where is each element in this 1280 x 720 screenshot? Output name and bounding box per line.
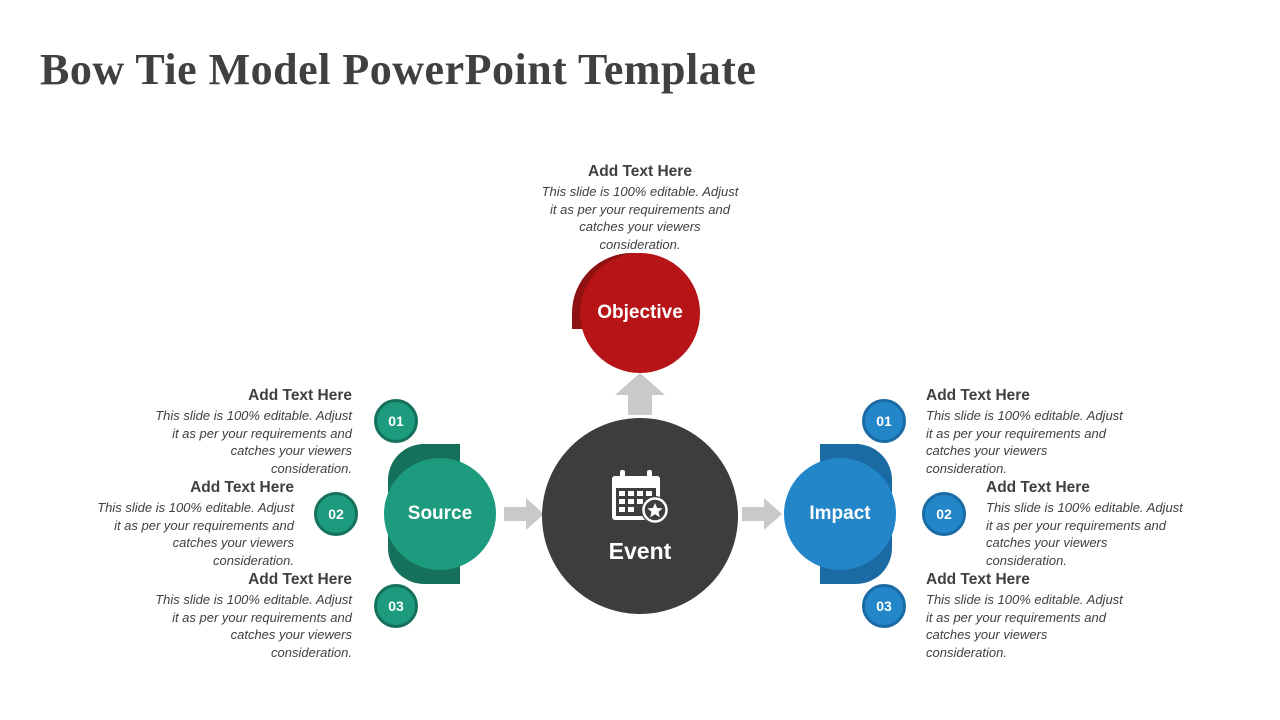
text-block-right-02: [986, 479, 1190, 569]
objective-node[interactable]: [580, 253, 700, 373]
text-block-heading: Add Text Here: [248, 571, 352, 588]
event-node[interactable]: [542, 418, 738, 614]
badge-right-02[interactable]: 02: [922, 492, 966, 536]
text-block-body: This slide is 100% editable. Adjust it as per your requirements and catches your viewers consideration.: [926, 592, 1123, 660]
impact-node-label: Impact: [809, 503, 871, 524]
text-block-left-03: [148, 571, 352, 661]
text-block-right-01: [926, 387, 1130, 477]
badge-left-03[interactable]: 03: [374, 584, 418, 628]
text-block-left-02: [90, 479, 294, 569]
text-block-heading: Add Text Here: [588, 163, 692, 180]
text-block-body: This slide is 100% editable. Adjust it as per your requirements and catches your viewers consideration.: [926, 408, 1123, 476]
text-block-right-03: [926, 571, 1130, 661]
text-block-heading: Add Text Here: [190, 479, 294, 496]
impact-node[interactable]: [784, 458, 896, 570]
badge-left-02[interactable]: 02: [314, 492, 358, 536]
text-block-heading: Add Text Here: [926, 387, 1030, 404]
badge-right-03[interactable]: 03: [862, 584, 906, 628]
text-block-body: This slide is 100% editable. Adjust it as per your requirements and catches your viewers consideration.: [986, 500, 1183, 568]
source-node-label: Source: [407, 503, 473, 524]
badge-right-01[interactable]: 01: [862, 399, 906, 443]
arrow-right-source-to-event-icon: [504, 498, 544, 530]
text-block-body: This slide is 100% editable. Adjust it as per your requirements and catches your viewers consideration.: [97, 500, 294, 568]
calendar-star-icon: [608, 468, 672, 532]
arrow-right-event-to-impact-icon: [742, 498, 782, 530]
page-title: Bow Tie Model PowerPoint Template: [40, 45, 757, 94]
text-block-heading: Add Text Here: [926, 571, 1030, 588]
source-node[interactable]: [384, 458, 496, 570]
arrow-up-icon: [615, 373, 665, 415]
text-block-objective: [538, 163, 742, 253]
text-block-heading: Add Text Here: [986, 479, 1090, 496]
objective-node-label: Objective: [597, 302, 683, 323]
text-block-left-01: [148, 387, 352, 477]
text-block-body: This slide is 100% editable. Adjust it as per your requirements and catches your viewers consideration.: [541, 184, 739, 252]
event-node-label: Event: [608, 537, 672, 564]
text-block-heading: Add Text Here: [248, 387, 352, 404]
text-block-body: This slide is 100% editable. Adjust it as per your requirements and catches your viewers consideration.: [155, 408, 352, 476]
badge-left-01[interactable]: 01: [374, 399, 418, 443]
text-block-body: This slide is 100% editable. Adjust it as per your requirements and catches your viewers consideration.: [155, 592, 352, 660]
